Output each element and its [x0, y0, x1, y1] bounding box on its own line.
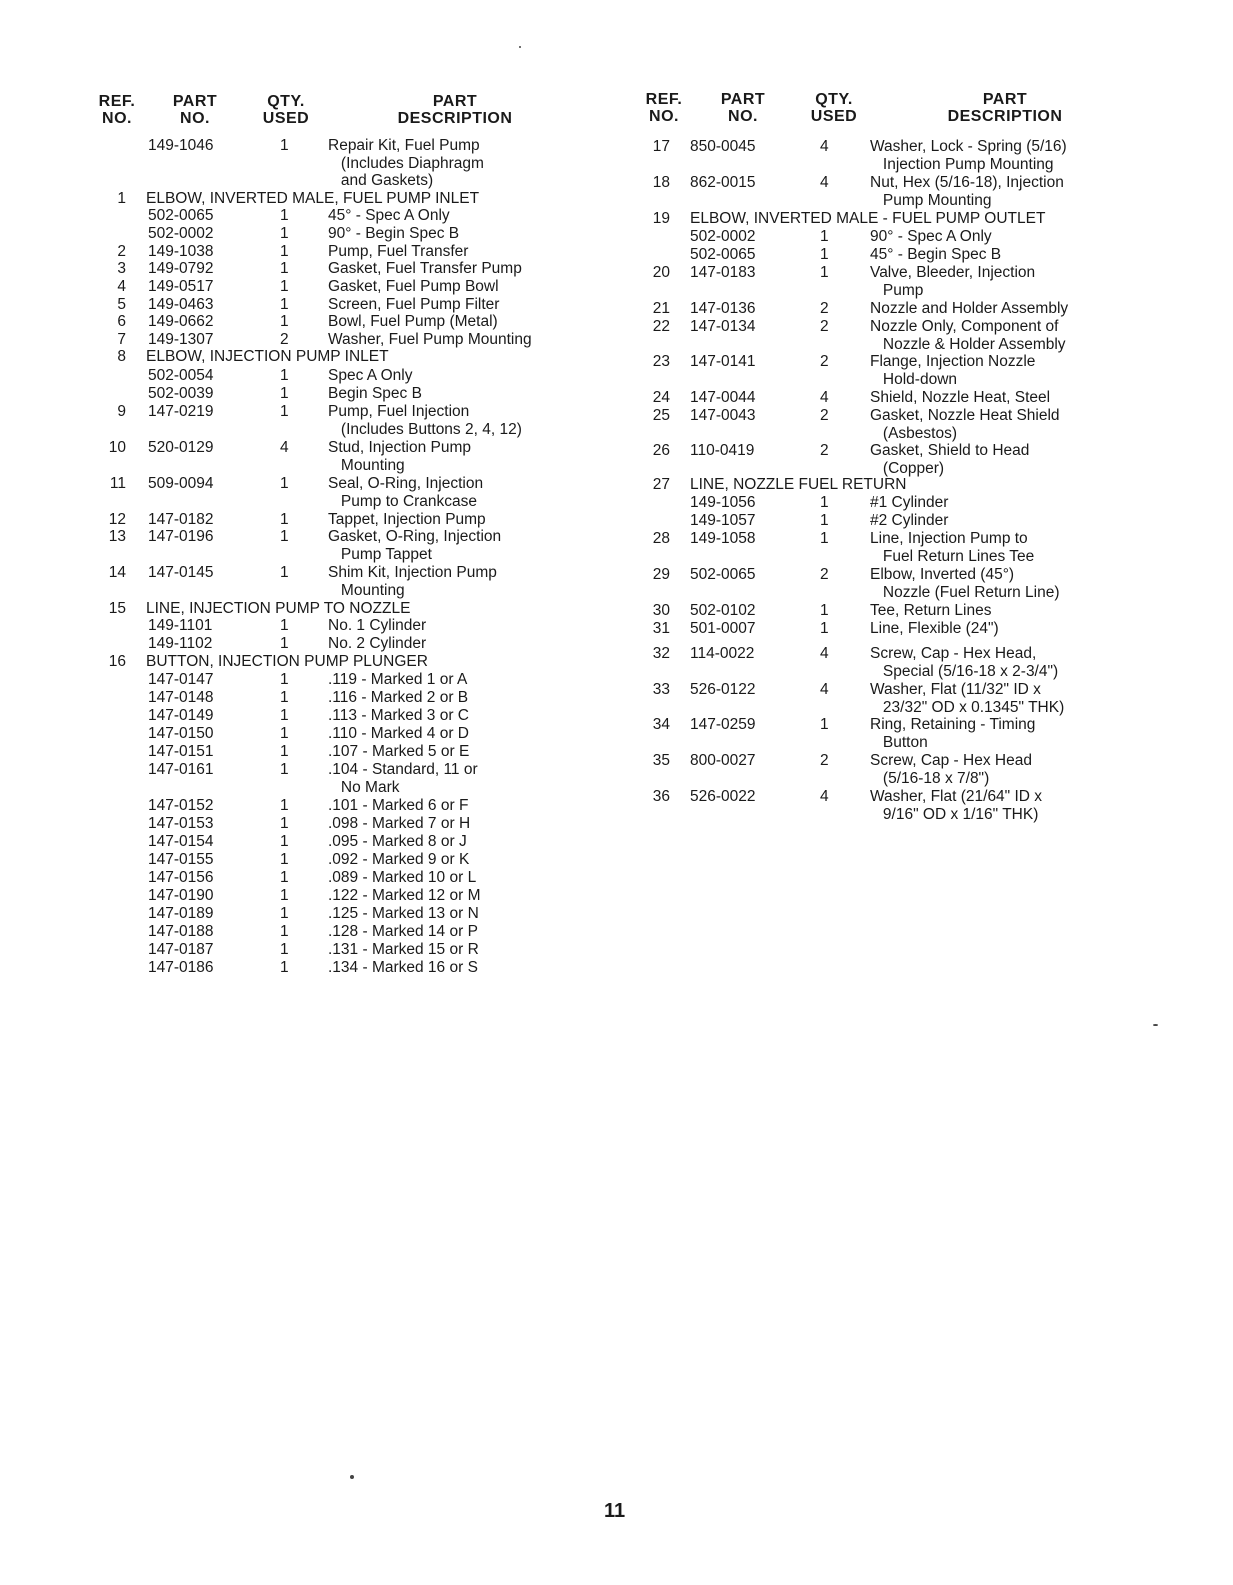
ref-number: 10 — [108, 439, 126, 456]
part-number: 502-0002 — [148, 225, 214, 242]
page-number: 11 — [604, 1500, 626, 1522]
part-description: (Copper) — [870, 459, 945, 477]
qty-used: 2 — [820, 300, 829, 317]
qty-used: 4 — [280, 439, 289, 456]
part-number: 502-0002 — [690, 228, 756, 245]
qty-used: 1 — [280, 743, 289, 760]
qty-used: 1 — [280, 635, 289, 652]
part-number: 149-0517 — [148, 278, 214, 295]
part-description: .098 - Marked 7 or H — [328, 815, 471, 832]
part-description: .113 - Marked 3 or C — [328, 707, 469, 724]
qty-used: 4 — [820, 389, 829, 406]
qty-used: 4 — [820, 681, 829, 698]
part-number: 850-0045 — [690, 138, 756, 155]
part-description: 45° - Spec A Only — [328, 207, 450, 224]
qty-used: 1 — [280, 296, 289, 313]
qty-used: 1 — [280, 869, 289, 886]
part-description: .134 - Marked 16 or S — [328, 959, 478, 976]
ref-number: 30 — [652, 602, 670, 619]
part-number: 147-0149 — [148, 707, 214, 724]
part-number: 147-0196 — [148, 528, 214, 545]
part-description: Flange, Injection Nozzle — [870, 353, 1036, 370]
right-header-desc: PART DESCRIPTION — [947, 91, 1063, 125]
part-description: Shield, Nozzle Heat, Steel — [870, 389, 1051, 406]
part-description: Valve, Bleeder, Injection — [870, 264, 1036, 281]
ref-number: 6 — [117, 313, 126, 330]
part-description: (Includes Diaphragm — [328, 154, 484, 172]
qty-used: 1 — [820, 228, 829, 245]
ref-number: 15 — [108, 600, 126, 617]
part-description: Gasket, O-Ring, Injection — [328, 528, 502, 545]
ref-number: 14 — [108, 564, 126, 581]
ref-number: 11 — [109, 475, 126, 492]
ref-number: 1 — [117, 190, 126, 207]
qty-used: 1 — [280, 797, 289, 814]
ref-number: 16 — [108, 653, 126, 670]
part-description: No. 1 Cylinder — [328, 617, 427, 634]
qty-used: 1 — [280, 385, 289, 402]
part-description: No Mark — [328, 778, 400, 796]
part-description: .104 - Standard, 11 or — [328, 761, 478, 778]
qty-used: 1 — [280, 137, 289, 154]
qty-used: 1 — [280, 260, 289, 277]
part-number: 526-0122 — [690, 681, 756, 698]
qty-used: 1 — [820, 716, 829, 733]
part-description: Ring, Retaining - Timing — [870, 716, 1036, 733]
ref-number: 20 — [652, 264, 670, 281]
part-number: 502-0102 — [690, 602, 756, 619]
qty-used: 1 — [820, 494, 829, 511]
ref-number: 23 — [652, 353, 670, 370]
ref-number: 2 — [117, 243, 126, 260]
part-description: No. 2 Cylinder — [328, 635, 427, 652]
part-description: Gasket, Fuel Transfer Pump — [328, 260, 522, 277]
part-description: .125 - Marked 13 or N — [328, 905, 479, 922]
part-number: 147-0161 — [148, 761, 214, 778]
part-description: 45° - Begin Spec B — [870, 246, 1002, 263]
part-description: Nozzle and Holder Assembly — [870, 300, 1069, 317]
part-description: 9/16" OD x 1/16" THK) — [870, 805, 1039, 823]
part-number: 149-1057 — [690, 512, 756, 529]
part-number: 147-0153 — [148, 815, 214, 832]
ref-number: 29 — [652, 566, 670, 583]
qty-used: 1 — [820, 602, 829, 619]
part-number: 501-0007 — [690, 620, 756, 637]
part-number: 110-0419 — [690, 442, 755, 459]
left-header-desc: PART DESCRIPTION — [397, 93, 513, 127]
part-number: 149-1307 — [148, 331, 214, 348]
part-description: Pump Mounting — [870, 191, 992, 209]
part-number: 149-1102 — [148, 635, 213, 652]
right-header-ref: REF. NO. — [645, 91, 683, 125]
part-number: 149-0792 — [148, 260, 214, 277]
part-description: (Includes Buttons 2, 4, 12) — [328, 420, 522, 438]
right-header-qty: QTY. USED — [810, 91, 858, 125]
qty-used: 1 — [280, 403, 289, 420]
part-number: 147-0151 — [148, 743, 214, 760]
part-number: 149-1046 — [148, 137, 214, 154]
part-number: 149-1038 — [148, 243, 214, 260]
qty-used: 1 — [280, 851, 289, 868]
qty-used: 4 — [820, 645, 829, 662]
qty-used: 1 — [280, 528, 289, 545]
ref-number: 28 — [652, 530, 670, 547]
part-number: 520-0129 — [148, 439, 214, 456]
part-description: Bowl, Fuel Pump (Metal) — [328, 313, 498, 330]
section-heading: ELBOW, INJECTION PUMP INLET — [146, 348, 389, 365]
part-number: 502-0065 — [690, 246, 756, 263]
part-description: .122 - Marked 12 or M — [328, 887, 481, 904]
qty-used: 1 — [280, 617, 289, 634]
part-description: Tappet, Injection Pump — [328, 511, 486, 528]
part-description: Button — [870, 733, 928, 751]
qty-used: 1 — [280, 243, 289, 260]
part-description: 90° - Spec A Only — [870, 228, 992, 245]
qty-used: 4 — [820, 174, 829, 191]
part-description: Screw, Cap - Hex Head — [870, 752, 1032, 769]
ref-number: 12 — [108, 511, 126, 528]
part-number: 149-0662 — [148, 313, 214, 330]
part-description: Pump, Fuel Injection — [328, 403, 470, 420]
part-description: Gasket, Nozzle Heat Shield — [870, 407, 1060, 424]
part-description: Gasket, Fuel Pump Bowl — [328, 278, 499, 295]
part-number: 800-0027 — [690, 752, 756, 769]
part-number: 147-0188 — [148, 923, 214, 940]
ref-number: 35 — [652, 752, 670, 769]
section-heading: LINE, INJECTION PUMP TO NOZZLE — [146, 600, 411, 617]
part-number: 147-0154 — [148, 833, 214, 850]
ref-number: 9 — [117, 403, 126, 420]
part-description: .131 - Marked 15 or R — [328, 941, 479, 958]
part-description: .110 - Marked 4 or D — [328, 725, 469, 742]
part-description: .119 - Marked 1 or A — [328, 671, 468, 688]
part-description: Spec A Only — [328, 367, 413, 384]
qty-used: 2 — [820, 442, 829, 459]
part-description: Elbow, Inverted (45°) — [870, 566, 1015, 583]
qty-used: 2 — [820, 752, 829, 769]
part-description: Pump, Fuel Transfer — [328, 243, 469, 260]
part-number: 147-0145 — [148, 564, 214, 581]
part-description: Washer, Lock - Spring (5/16) — [870, 138, 1067, 155]
part-number: 509-0094 — [148, 475, 214, 492]
qty-used: 1 — [280, 511, 289, 528]
part-number: 147-0155 — [148, 851, 214, 868]
qty-used: 1 — [280, 959, 289, 976]
part-number: 502-0039 — [148, 385, 214, 402]
ref-number: 22 — [652, 318, 670, 335]
part-description: Hold-down — [870, 370, 958, 388]
part-description: Fuel Return Lines Tee — [870, 547, 1035, 565]
ref-number: 31 — [652, 620, 670, 637]
part-description: Repair Kit, Fuel Pump — [328, 137, 480, 154]
qty-used: 1 — [280, 815, 289, 832]
ref-number: 36 — [652, 788, 670, 805]
part-number: 147-0043 — [690, 407, 756, 424]
qty-used: 2 — [820, 353, 829, 370]
part-description: Stud, Injection Pump — [328, 439, 472, 456]
qty-used: 1 — [280, 689, 289, 706]
part-number: 147-0187 — [148, 941, 214, 958]
part-description: Nut, Hex (5/16-18), Injection — [870, 174, 1064, 191]
part-number: 147-0152 — [148, 797, 214, 814]
part-description: .107 - Marked 5 or E — [328, 743, 470, 760]
part-number: 526-0022 — [690, 788, 756, 805]
qty-used: 1 — [280, 923, 289, 940]
qty-used: 1 — [280, 761, 289, 778]
qty-used: 1 — [280, 833, 289, 850]
part-number: 147-0190 — [148, 887, 214, 904]
qty-used: 1 — [280, 707, 289, 724]
qty-used: 1 — [280, 564, 289, 581]
section-heading: LINE, NOZZLE FUEL RETURN — [690, 476, 907, 493]
section-heading: ELBOW, INVERTED MALE, FUEL PUMP INLET — [146, 190, 480, 207]
ref-number: 3 — [117, 260, 126, 277]
part-number: 502-0065 — [690, 566, 756, 583]
part-description: #1 Cylinder — [870, 494, 949, 511]
qty-used: 1 — [820, 530, 829, 547]
ref-number: 27 — [652, 476, 670, 493]
ref-number: 17 — [652, 138, 670, 155]
part-number: 149-1101 — [148, 617, 213, 634]
part-number: 147-0136 — [690, 300, 756, 317]
part-number: 147-0134 — [690, 318, 756, 335]
part-description: (Asbestos) — [870, 424, 957, 442]
part-description: Seal, O-Ring, Injection — [328, 475, 484, 492]
part-description: Pump Tappet — [328, 545, 432, 563]
qty-used: 2 — [820, 566, 829, 583]
part-number: 147-0156 — [148, 869, 214, 886]
part-description: Pump to Crankcase — [328, 492, 478, 510]
part-description: Mounting — [328, 581, 405, 599]
qty-used: 1 — [280, 225, 289, 242]
part-description: Nozzle Only, Component of — [870, 318, 1059, 335]
part-number: 149-1058 — [690, 530, 756, 547]
part-number: 147-0186 — [148, 959, 214, 976]
qty-used: 1 — [280, 941, 289, 958]
qty-used: 1 — [820, 264, 829, 281]
part-description: .095 - Marked 8 or J — [328, 833, 467, 850]
ref-number: 26 — [652, 442, 670, 459]
qty-used: 2 — [280, 331, 289, 348]
part-number: 149-1056 — [690, 494, 756, 511]
qty-used: 1 — [280, 671, 289, 688]
part-description: Screw, Cap - Hex Head, — [870, 645, 1037, 662]
part-description: (5/16-18 x 7/8") — [870, 769, 990, 787]
part-number: 147-0044 — [690, 389, 756, 406]
part-description: Tee, Return Lines — [870, 602, 992, 619]
part-number: 147-0147 — [148, 671, 214, 688]
part-description: Washer, Fuel Pump Mounting — [328, 331, 532, 348]
part-number: 147-0189 — [148, 905, 214, 922]
qty-used: 1 — [820, 246, 829, 263]
part-number: 862-0015 — [690, 174, 756, 191]
part-number: 147-0259 — [690, 716, 756, 733]
qty-used: 1 — [280, 207, 289, 224]
part-number: 147-0141 — [690, 353, 756, 370]
qty-used: 1 — [280, 887, 289, 904]
section-heading: BUTTON, INJECTION PUMP PLUNGER — [146, 653, 428, 670]
ref-number: 21 — [652, 300, 670, 317]
part-description: .128 - Marked 14 or P — [328, 923, 478, 940]
right-header-part: PART NO. — [720, 91, 766, 125]
part-description: Begin Spec B — [328, 385, 422, 402]
part-description: .089 - Marked 10 or L — [328, 869, 477, 886]
part-description: and Gaskets) — [328, 172, 434, 189]
part-description: Washer, Flat (21/64" ID x — [870, 788, 1043, 805]
part-description: 23/32" OD x 0.1345" THK) — [870, 698, 1065, 716]
ref-number: 32 — [652, 645, 670, 662]
ref-number: 5 — [117, 296, 126, 313]
part-description: .092 - Marked 9 or K — [328, 851, 470, 868]
ref-number: 24 — [652, 389, 670, 406]
part-description: #2 Cylinder — [870, 512, 949, 529]
part-description: 90° - Begin Spec B — [328, 225, 460, 242]
part-description: Gasket, Shield to Head — [870, 442, 1030, 459]
qty-used: 1 — [280, 367, 289, 384]
left-header-ref: REF. NO. — [98, 93, 136, 127]
ref-number: 18 — [652, 174, 670, 191]
qty-used: 2 — [820, 318, 829, 335]
part-number: 502-0054 — [148, 367, 214, 384]
qty-used: 1 — [280, 905, 289, 922]
part-description: Line, Injection Pump to — [870, 530, 1028, 547]
left-header-part: PART NO. — [172, 93, 218, 127]
part-number: 147-0183 — [690, 264, 756, 281]
qty-used: 1 — [280, 313, 289, 330]
ref-number: 34 — [652, 716, 670, 733]
part-description: Washer, Flat (11/32" ID x — [870, 681, 1041, 698]
ref-number: 25 — [652, 407, 670, 424]
ref-number: 13 — [108, 528, 126, 545]
part-description: .101 - Marked 6 or F — [328, 797, 469, 814]
ref-number: 19 — [652, 210, 670, 227]
qty-used: 1 — [820, 512, 829, 529]
part-number: 147-0182 — [148, 511, 214, 528]
section-heading: ELBOW, INVERTED MALE - FUEL PUMP OUTLET — [690, 210, 1046, 227]
qty-used: 1 — [280, 725, 289, 742]
qty-used: 4 — [820, 788, 829, 805]
part-number: 114-0022 — [690, 645, 755, 662]
part-description: Injection Pump Mounting — [870, 155, 1054, 173]
part-number: 149-0463 — [148, 296, 214, 313]
part-description: Special (5/16-18 x 2-3/4") — [870, 662, 1059, 680]
part-description: Mounting — [328, 456, 405, 474]
part-description: .116 - Marked 2 or B — [328, 689, 469, 706]
qty-used: 2 — [820, 407, 829, 424]
qty-used: 1 — [280, 278, 289, 295]
qty-used: 1 — [280, 475, 289, 492]
part-description: Screen, Fuel Pump Filter — [328, 296, 500, 313]
ref-number: 8 — [117, 348, 126, 365]
ref-number: 4 — [117, 278, 126, 295]
left-header-qty: QTY. USED — [262, 93, 310, 127]
part-description: Line, Flexible (24") — [870, 620, 999, 637]
part-description: Shim Kit, Injection Pump — [328, 564, 497, 581]
ref-number: 7 — [117, 331, 126, 348]
part-description: Nozzle & Holder Assembly — [870, 335, 1066, 353]
part-number: 147-0148 — [148, 689, 214, 706]
scan-speck — [350, 1475, 354, 1479]
ref-number: 33 — [652, 681, 670, 698]
part-description: Nozzle (Fuel Return Line) — [870, 583, 1060, 601]
part-description: Pump — [870, 281, 924, 299]
qty-used: 1 — [820, 620, 829, 637]
scan-speck — [1153, 1024, 1158, 1026]
part-number: 502-0065 — [148, 207, 214, 224]
scan-speck — [519, 46, 521, 48]
part-number: 147-0150 — [148, 725, 214, 742]
part-number: 147-0219 — [148, 403, 214, 420]
qty-used: 4 — [820, 138, 829, 155]
